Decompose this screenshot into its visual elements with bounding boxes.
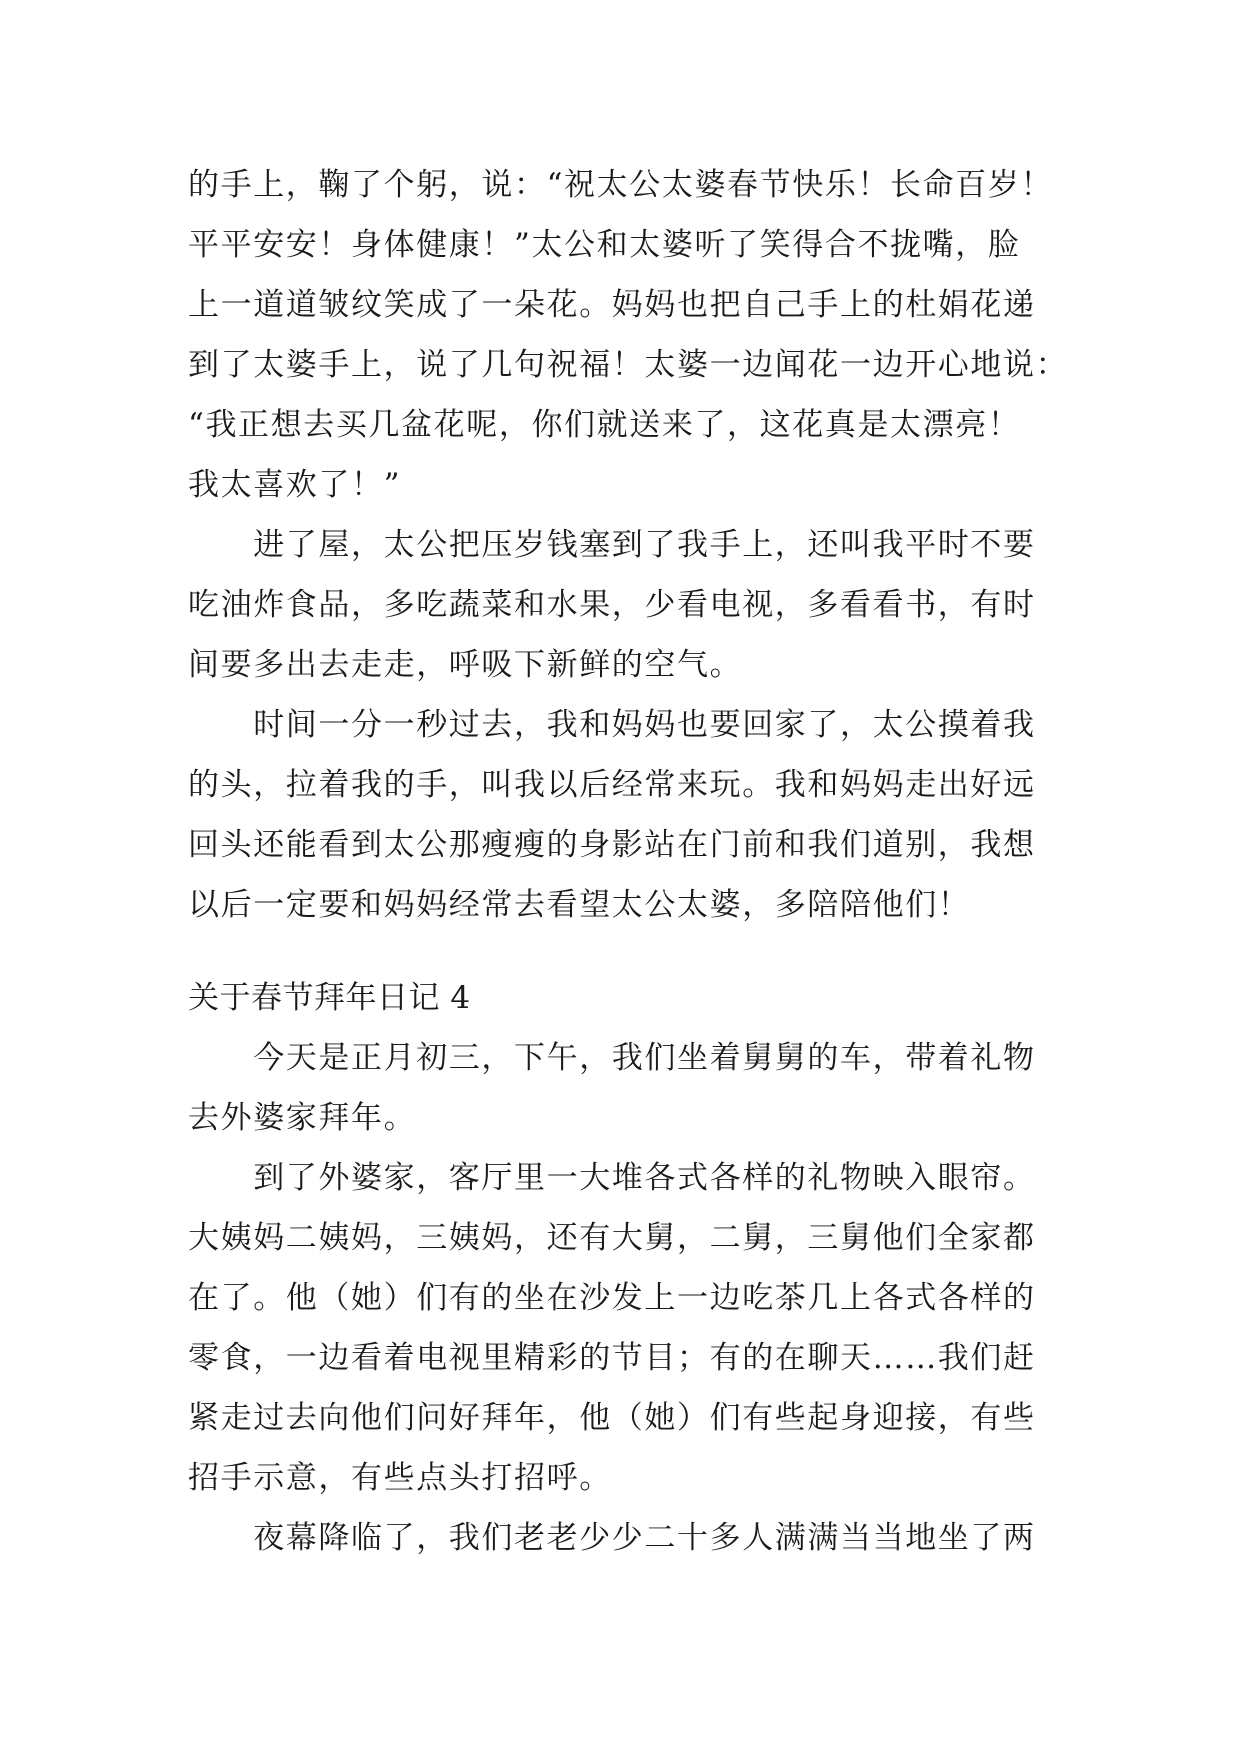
text-line: 上一道道皱纹笑成了一朵花。妈妈也把自己手上的杜娟花递 bbox=[188, 287, 1036, 323]
text-line: 的头，拉着我的手，叫我以后经常来玩。我和妈妈走出好远 bbox=[188, 767, 1036, 803]
text-line: 夜幕降临了，我们老老少少二十多人满满当当地坐了两 bbox=[188, 1520, 1036, 1556]
section-heading: 关于春节拜年日记 4 bbox=[188, 980, 471, 1016]
text-line: 紧走过去向他们问好拜年，他（她）们有些起身迎接，有些 bbox=[188, 1400, 1036, 1436]
text-line: 进了屋，太公把压岁钱塞到了我手上，还叫我平时不要 bbox=[188, 527, 1036, 563]
text-line: 时间一分一秒过去，我和妈妈也要回家了，太公摸着我 bbox=[188, 707, 1036, 743]
text-line: 平平安安！身体健康！”太公和太婆听了笑得合不拢嘴，脸 bbox=[188, 227, 1021, 263]
text-line: “我正想去买几盆花呢，你们就送来了，这花真是太漂亮！ bbox=[188, 407, 1021, 443]
text-line: 回头还能看到太公那瘦瘦的身影站在门前和我们道别，我想 bbox=[188, 827, 1036, 863]
text-line: 招手示意，有些点头打招呼。 bbox=[188, 1460, 612, 1496]
text-line: 间要多出去走走，呼吸下新鲜的空气。 bbox=[188, 647, 743, 683]
text-line: 的手上，鞠了个躬，说：“祝太公太婆春节快乐！长命百岁！ bbox=[188, 167, 1054, 203]
text-line: 到了外婆家，客厅里一大堆各式各样的礼物映入眼帘。 bbox=[188, 1160, 1036, 1196]
text-line: 在了。他（她）们有的坐在沙发上一边吃茶几上各式各样的 bbox=[188, 1280, 1036, 1316]
text-line: 到了太婆手上，说了几句祝福！太婆一边闻花一边开心地说： bbox=[188, 347, 1069, 383]
text-line: 去外婆家拜年。 bbox=[188, 1100, 417, 1136]
text-line: 吃油炸食品，多吃蔬菜和水果，少看电视，多看看书，有时 bbox=[188, 587, 1036, 623]
text-line: 以后一定要和妈妈经常去看望太公太婆，多陪陪他们！ bbox=[188, 887, 971, 923]
text-line: 零食，一边看着电视里精彩的节目；有的在聊天……我们赶 bbox=[188, 1340, 1036, 1376]
text-line: 大姨妈二姨妈，三姨妈，还有大舅，二舅，三舅他们全家都 bbox=[188, 1220, 1036, 1256]
text-line: 今天是正月初三，下午，我们坐着舅舅的车，带着礼物 bbox=[188, 1040, 1036, 1076]
text-line: 我太喜欢了！” bbox=[188, 467, 402, 503]
